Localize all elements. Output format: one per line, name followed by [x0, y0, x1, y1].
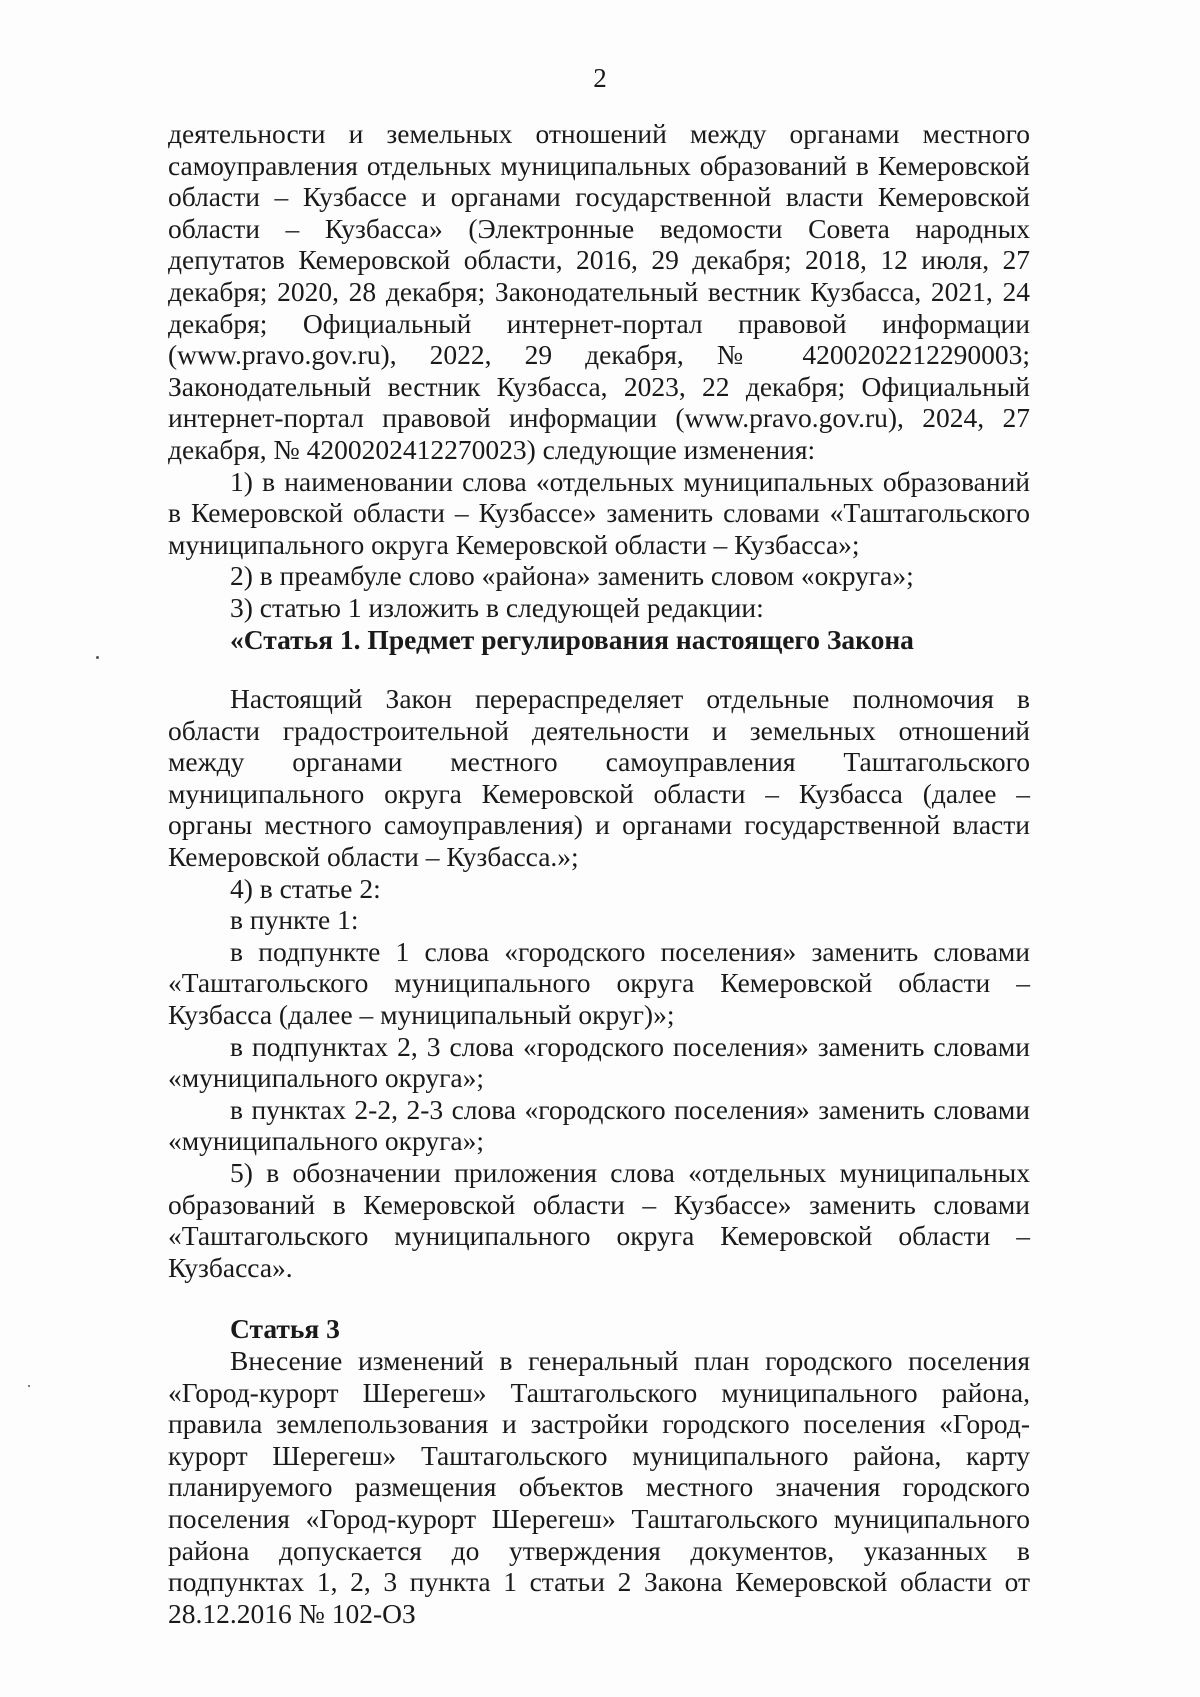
spacer: [168, 655, 1030, 683]
sub-item-subpoints-2-3: в подпунктах 2, 3 слова «городского поселения» заменить словами «муниципального округа»;: [168, 1030, 1030, 1094]
spacer: [168, 1283, 1030, 1313]
list-item-4: 4) в статье 2:: [230, 872, 381, 904]
scan-speck: [28, 1385, 30, 1387]
article-3-title: Статья 3: [230, 1313, 340, 1345]
sub-item-subpoint-1: в подпункте 1 слова «городского поселения» заменить словами «Таштагольского муниципального округа Кемеровской области – Кузбасса (далее – муниципальный округ)»;: [168, 935, 1030, 1031]
sub-item-point-1: в пункте 1:: [230, 904, 359, 936]
article-1-heading: «Статья 1. Предмет регулирования настоящего Закона: [230, 623, 914, 655]
list-item-2: 2) в преамбуле слово «района» заменить словом «округа»;: [230, 560, 914, 592]
list-item-5: 5) в обозначении приложения слова «отдельных муниципальных образований в Кемеровской области – Кузбассе» заменить словами «Таштагольского муниципального округа Кемеровской области – Кузбасса».: [168, 1157, 1030, 1283]
paragraph-intro-continuation: деятельности и земельных отношений между органами местного самоуправления отдельных муниципальных образований в Кемеровской области – Кузбассе и органами государственной власти Кемеровской области – Кузбасса» (Электронные ведомости Совета народных депутатов Кемеровской области, 2016, 29 декабря; 2018, 12 июля, 27 декабря; 2020, 28 декабря; Законодательный вестник Кузбасса, 2021, 24 декабря; Официальный интернет-портал правовой информации (www.pravo.gov.ru), 2022, 29 декабря, № 4200202212290003; Законодательный вестник Кузбасса, 2023, 22 декабря; Официальный интернет-портал правовой информации (www.pravo.gov.ru), 2024, 27 декабря, № 4200202412270023) следующие изменения:: [168, 118, 1030, 465]
sub-item-points-2-2-2-3: в пунктах 2-2, 2-3 слова «городского поселения» заменить словами «муниципального округа»;: [168, 1093, 1030, 1157]
document-body: [168, 118, 1030, 1629]
article-3-text: Внесение изменений в генеральный план городского поселения «Город-курорт Шерегеш» Таштагольского муниципального района, правила землепользования и застройки городского поселения «Город-курорт Шерегеш» Таштагольского муниципального района, карту планируемого размещения объектов местного значения городского поселения «Город-курорт Шерегеш» Таштагольского муниципального района допускается до утверждения документов, указанных в подпунктах 1, 2, 3 пункта 1 статьи 2 Закона Кемеровской области от 28.12.2016 № 102-ОЗ: [168, 1344, 1030, 1629]
page-number: 2: [593, 63, 607, 93]
list-item-1: 1) в наименовании слова «отдельных муниципальных образований в Кемеровской области – Кузбассе» заменить словами «Таштагольского муниципального округа Кемеровской области – Кузбасса»;: [168, 465, 1030, 560]
scan-speck: [96, 656, 99, 659]
article-1-text: Настоящий Закон перераспределяет отдельные полномочия в области градостроительной деятельности и земельных отношений между органами местного самоуправления Таштагольского муниципального округа Кемеровской области – Кузбасса (далее – органы местного самоуправления) и органами государственной власти Кемеровской области – Кузбасса.»;: [168, 683, 1030, 873]
list-item-3: 3) статью 1 изложить в следующей редакции:: [230, 591, 764, 623]
